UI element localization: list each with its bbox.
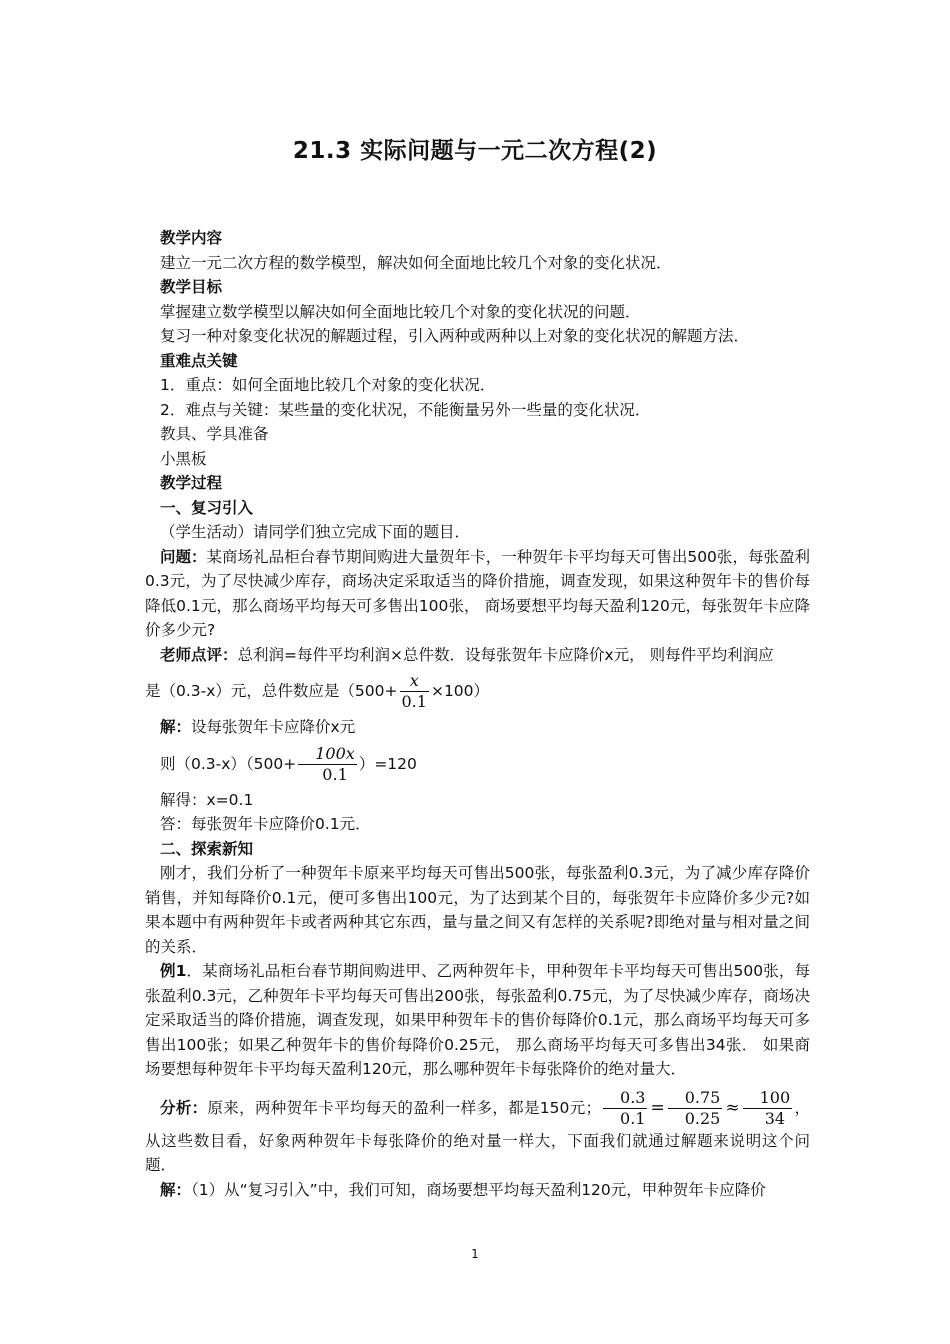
paragraph: 答：每张贺年卡应降价0.1元．: [160, 815, 371, 833]
document-body: [145, 226, 810, 1202]
equals-sign: =: [650, 1097, 665, 1118]
paragraph: 1．重点：如何全面地比较几个对象的变化状况．: [160, 376, 496, 394]
problem-text: 某商场礼品柜台春节期间购进大量贺年卡，一种贺年卡平均每天可售出500张，每张盈利0.3元，为了尽快减少库存，商场决定采取适当的降价措施，调查发现，如果这种贺年卡的售价每降低0.1元，那么商场平均每天可多售出100张， 商场要想平均每天盈利120元，每张贺年卡应降价多少元?: [145, 547, 810, 639]
problem-label: 问题：: [160, 547, 207, 566]
solution-paragraph: [145, 715, 810, 740]
comment-paragraph: [145, 643, 810, 668]
equation-text: ）=120: [358, 754, 417, 773]
fraction-denominator: 0.1: [620, 1108, 646, 1128]
section-heading-goal: 教学目标: [160, 278, 223, 296]
fraction-numerator: 100x: [315, 743, 355, 763]
section-heading-key: 重难点关键: [160, 351, 238, 370]
comment-formula-line: [145, 667, 810, 715]
formula-text: 是（0.3-x）元，总件数应是（500+: [145, 682, 398, 700]
paragraph: 刚才，我们分析了一种贺年卡原来平均每天可售出500张，每张盈利0.3元，为了减少库存降价销售，并知每降价0.1元，便可多售出100元，为了达到某个目的，每张贺年卡应降价多少元?如果本题中有两种贺年卡或者两种其它东西，量与量之间又有怎样的关系呢?即绝对量与相对量之间的关系．: [145, 864, 810, 956]
example-label: 例1: [160, 962, 187, 980]
example-paragraph: [145, 959, 810, 1082]
paragraph: 掌握建立数学模型以解决如何全面地比较几个对象的变化状况的问题．: [160, 302, 641, 321]
solution2-paragraph: [145, 1178, 810, 1203]
fraction-denominator: 0.1: [401, 692, 427, 711]
subsection-heading-explore: 二、探索新知: [160, 839, 254, 858]
paragraph: 解得：x=0.1: [160, 790, 254, 809]
approx-sign: ≈: [725, 1097, 740, 1118]
subsection-heading-review: 一、复习引入: [160, 498, 254, 517]
fraction-0.75-over-0.25: [668, 1088, 723, 1129]
solution-text: 设每张贺年卡应降价x元: [191, 718, 356, 736]
example-text: ．某商场礼品柜台春节期间购进甲、乙两种贺年卡，甲种贺年卡平均每天可售出500张，每张盈利0.3元，乙种贺年卡平均每天可售出200张，每张盈利0.75元，为了尽快减少库存，商场决定采取适当的降价措施，调查发现，如果甲种贺年卡的售价每降价0.1元，那么商场平均每天可多售出100张；如果乙种贺年卡的售价每降价0.25元， 那么商场平均每天可多售出34张． 如果商场要想每种贺年卡平均每天盈利120元，那么哪种贺年卡每张降价的绝对量大．: [145, 962, 810, 1078]
solution2-text: （1）从“复习引入”中，我们可知，商场要想平均每天盈利120元，甲种贺年卡应降价: [191, 1180, 766, 1199]
paragraph: 复习一种对象变化状况的解题过程，引入两种或两种以上对象的变化状况的解题方法．: [160, 327, 750, 345]
fraction-numerator: x: [409, 671, 419, 690]
section-heading-process: 教学过程: [160, 474, 223, 492]
equation-line: [145, 740, 810, 788]
comment-label: 老师点评：: [160, 645, 238, 664]
section-heading-content: 教学内容: [160, 229, 223, 247]
fraction-denominator: 0.25: [684, 1108, 721, 1128]
analysis-text: 原来，两种贺年卡平均每天的盈利一样多，都是150元；: [207, 1098, 602, 1117]
fraction-denominator: 0.1: [322, 764, 348, 784]
fraction-0.3-over-0.1: [603, 1088, 647, 1129]
formula-text: ×100）: [430, 682, 490, 700]
comment-text: 总利润=每件平均利润×总件数．设每张贺年卡应降价x元， 则每件平均利润应: [237, 645, 774, 664]
equation-text: 则（0.3-x）（500+: [160, 754, 297, 773]
page-number: 1: [471, 1247, 479, 1261]
paragraph: 建立一元二次方程的数学模型，解决如何全面地比较几个对象的变化状况．: [160, 253, 672, 272]
paragraph: 小黑板: [160, 449, 207, 468]
fraction-x-over-0.1: [400, 671, 429, 712]
fraction-numerator: 0.3: [603, 1088, 647, 1109]
page-title: 21.3 实际问题与一元二次方程(2): [292, 138, 658, 164]
solution-label: 解：: [160, 718, 192, 736]
solution2-label: 解：: [160, 1180, 192, 1199]
paragraph: 2．难点与关键：某些量的变化状况，不能衡量另外一些量的变化状况．: [160, 400, 651, 419]
analysis-text: ，从这些数目看，好象两种贺年卡每张降价的绝对量一样大，下面我们就通过解题来说明这个问题．: [145, 1098, 810, 1174]
fraction-100x-over-0.1: [298, 744, 357, 785]
fraction-numerator: 100: [743, 1088, 793, 1109]
analysis-paragraph: [145, 1088, 810, 1178]
paragraph: （学生活动）请同学们独立完成下面的题目．: [160, 523, 471, 541]
fraction-denominator: 34: [764, 1108, 786, 1128]
problem-paragraph: [145, 545, 810, 643]
analysis-label: 分析：: [160, 1098, 208, 1117]
fraction-numerator: 0.75: [668, 1088, 723, 1109]
fraction-100-over-34: [743, 1088, 793, 1129]
section-heading-tools: 教具、学具准备: [160, 425, 269, 443]
